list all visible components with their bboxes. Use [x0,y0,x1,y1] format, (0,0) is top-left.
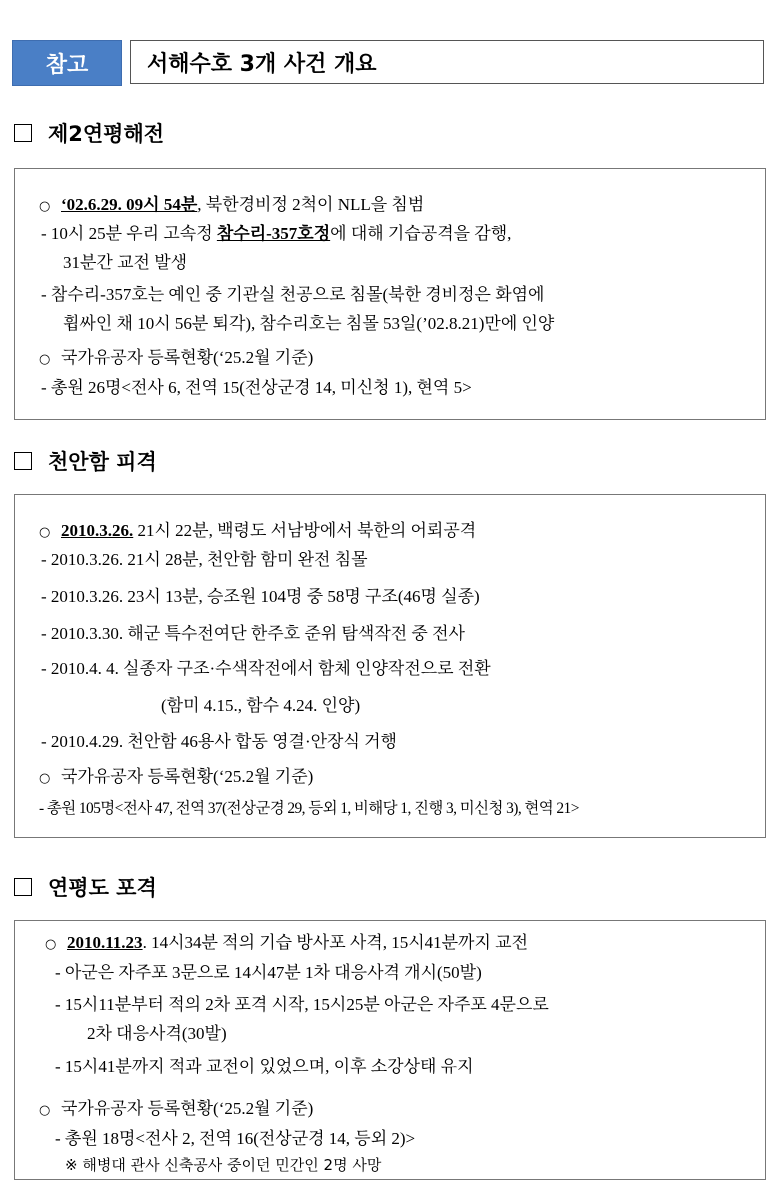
section-panel-1 [14,168,766,420]
circle-bullet-icon: ○ [45,937,57,952]
section-heading-2 [14,446,157,476]
section-panel-3 [14,920,766,1180]
text-span: 국가유공자 등록현황(‘25.2월 기준) [61,767,314,786]
text-line: - 15시41분까지 적과 교전이 있었으며, 이후 소강상태 유지 [55,1057,474,1076]
text-span: 21시 22분, 백령도 서남방에서 북한의 어뢰공격 [133,521,477,540]
text-line [41,222,511,246]
text-line: - 총원 26명<전사 6, 전역 15(전상군경 14, 미신청 1), 현역 5> [41,378,472,397]
text-span: 국가유공자 등록현황(‘25.2월 기준) [61,348,314,367]
text-line: 31분간 교전 발생 [63,253,188,272]
text-line: - 총원 18명<전사 2, 전역 16(전상군경 14, 등외 2)> [55,1129,416,1148]
text-line [39,346,313,372]
text-line: 휩싸인 채 10시 56분 퇴각), 참수리호는 침몰 53일(’02.8.21)만에 인양 [63,314,555,333]
text-line: 2차 대응사격(30발) [87,1024,227,1043]
text-line: (함미 4.15., 함수 4.24. 인양) [161,696,361,715]
text-line: - 아군은 자주포 3문으로 14시47분 1차 대응사격 개시(50발) [55,963,482,982]
incident-datetime: 2010.11.23 [67,933,143,952]
circle-bullet-icon: ○ [39,199,51,214]
text-line: - 2010.3.26. 23시 13분, 승조원 104명 중 58명 구조(46명 실종) [41,587,480,606]
circle-bullet-icon: ○ [39,352,51,367]
text-span: . 14시34분 적의 기습 방사포 사격, 15시41분까지 교전 [142,933,528,952]
document-header [12,40,766,86]
text-line [39,193,424,219]
text-line: - 2010.3.30. 해군 특수전여단 한주호 준위 탐색작전 중 전사 [41,624,465,643]
text-line: - 총원 105명<전사 47, 전역 37(전상군경 29, 등외 1, 비해당 1, 진행 3, 미신청 3), 현역 21> [39,800,579,817]
text-line: - 15시11분부터 적의 2차 포격 시작, 15시25분 아군은 자주포 4문으로 [55,995,549,1014]
text-span: , 북한경비정 2척이 NLL을 침범 [197,195,425,214]
checkbox-square-icon [14,452,32,470]
ship-name: 참수리-357호정 [216,224,331,243]
note-line: ※ 해병대 관사 신축공사 중이던 민간인 2명 사망 [65,1156,382,1174]
incident-datetime: ‘02.6.29. 09시 54분 [61,195,198,214]
text-line: - 2010.4.29. 천안함 46용사 합동 영결·안장식 거행 [41,732,397,751]
text-line [39,1097,313,1123]
text-line: - 참수리-357호는 예인 중 기관실 천공으로 침몰(북한 경비정은 화염에 [41,285,545,304]
section-title-1: 제2연평해전 [48,122,165,146]
text-span: - 10시 25분 우리 고속정 [41,224,217,243]
circle-bullet-icon: ○ [39,1103,51,1118]
text-line: - 2010.4. 4. 실종자 구조·수색작전에서 함체 인양작전으로 전환 [41,659,491,678]
reference-tag: 참고 [12,40,122,86]
circle-bullet-icon: ○ [39,771,51,786]
text-line: - 2010.3.26. 21시 28분, 천안함 함미 완전 침몰 [41,550,368,569]
checkbox-square-icon [14,124,32,142]
text-span: 국가유공자 등록현황(‘25.2월 기준) [61,1099,314,1118]
section-title-3: 연평도 포격 [48,876,157,900]
incident-datetime: 2010.3.26. [61,521,134,540]
section-panel-2 [14,494,766,838]
checkbox-square-icon [14,878,32,896]
page-title: 서해수호 3개 사건 개요 [130,40,764,84]
text-span: 에 대해 기습공격을 감행, [330,224,512,243]
section-heading-1 [14,118,164,148]
circle-bullet-icon: ○ [39,525,51,540]
section-heading-3 [14,872,157,902]
text-line [45,931,528,957]
text-line [39,519,476,545]
text-line [39,765,313,791]
section-title-2: 천안함 피격 [48,450,157,474]
